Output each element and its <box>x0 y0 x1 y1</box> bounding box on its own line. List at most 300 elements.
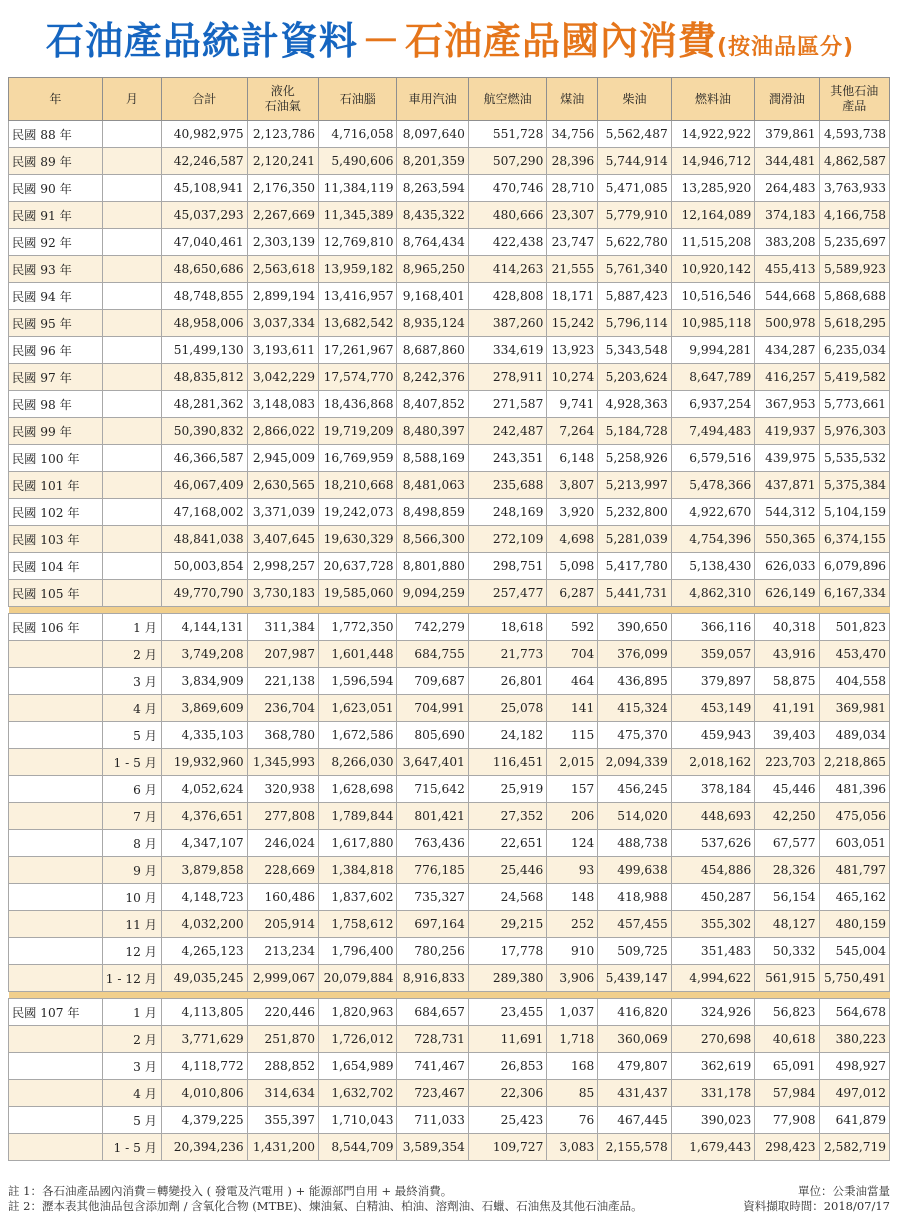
value-cell: 5,761,340 <box>598 256 671 283</box>
value-cell: 51,499,130 <box>161 337 247 364</box>
value-cell: 1,820,963 <box>318 999 397 1026</box>
year-cell <box>9 776 103 803</box>
value-cell: 3,083 <box>547 1134 598 1161</box>
value-cell: 723,467 <box>397 1080 468 1107</box>
value-cell: 5,868,688 <box>819 283 889 310</box>
month-cell <box>102 580 161 607</box>
value-cell: 288,852 <box>247 1053 318 1080</box>
value-cell: 4,347,107 <box>161 830 247 857</box>
value-cell: 379,897 <box>671 668 755 695</box>
value-cell: 805,690 <box>397 722 468 749</box>
value-cell: 1,796,400 <box>318 938 397 965</box>
value-cell: 2,123,786 <box>247 121 318 148</box>
value-cell: 564,678 <box>819 999 889 1026</box>
value-cell: 459,943 <box>671 722 755 749</box>
value-cell: 603,051 <box>819 830 889 857</box>
value-cell: 50,390,832 <box>161 418 247 445</box>
table-row <box>9 445 890 472</box>
year-cell <box>9 668 103 695</box>
table-row <box>9 1080 890 1107</box>
table-row <box>9 553 890 580</box>
value-cell: 11,345,389 <box>318 202 397 229</box>
table-row <box>9 1134 890 1161</box>
table-row <box>9 749 890 776</box>
value-cell: 422,438 <box>468 229 547 256</box>
month-cell <box>102 364 161 391</box>
value-cell: 4,376,651 <box>161 803 247 830</box>
month-cell <box>102 526 161 553</box>
value-cell: 271,587 <box>468 391 547 418</box>
value-cell: 3,879,858 <box>161 857 247 884</box>
value-cell: 545,004 <box>819 938 889 965</box>
value-cell: 450,287 <box>671 884 755 911</box>
table-row <box>9 776 890 803</box>
value-cell: 6,167,334 <box>819 580 889 607</box>
table-row <box>9 526 890 553</box>
value-cell: 8,407,852 <box>397 391 468 418</box>
value-cell: 22,306 <box>468 1080 547 1107</box>
value-cell: 8,481,063 <box>397 472 468 499</box>
value-cell: 48,841,038 <box>161 526 247 553</box>
value-cell: 419,937 <box>755 418 819 445</box>
value-cell: 8,647,789 <box>671 364 755 391</box>
value-cell: 4,113,805 <box>161 999 247 1026</box>
month-cell: 10 月 <box>102 884 161 911</box>
value-cell: 8,588,169 <box>397 445 468 472</box>
value-cell: 8,801,880 <box>397 553 468 580</box>
value-cell: 434,287 <box>755 337 819 364</box>
value-cell: 5,887,423 <box>598 283 671 310</box>
value-cell: 4,593,738 <box>819 121 889 148</box>
year-cell <box>9 803 103 830</box>
month-cell: 1 - 12 月 <box>102 965 161 992</box>
value-cell: 13,285,920 <box>671 175 755 202</box>
value-cell: 48,835,812 <box>161 364 247 391</box>
month-cell <box>102 310 161 337</box>
value-cell: 251,870 <box>247 1026 318 1053</box>
value-cell: 457,455 <box>598 911 671 938</box>
value-cell: 8,435,322 <box>397 202 468 229</box>
year-cell: 民國 91 年 <box>9 202 103 229</box>
year-cell <box>9 830 103 857</box>
year-cell <box>9 695 103 722</box>
year-cell <box>9 1107 103 1134</box>
value-cell: 11,691 <box>468 1026 547 1053</box>
value-cell: 28,396 <box>547 148 598 175</box>
value-cell: 8,201,359 <box>397 148 468 175</box>
value-cell: 19,242,073 <box>318 499 397 526</box>
title-main: 石油產品統計資料 <box>45 19 358 63</box>
value-cell: 50,003,854 <box>161 553 247 580</box>
value-cell: 278,911 <box>468 364 547 391</box>
year-cell: 民國 101 年 <box>9 472 103 499</box>
footnote-1: 註 1：各石油產品國內消費＝轉變投入 ( 發電及汽電用 ) + 能源部門自用 + 最終消費。 <box>8 1184 453 1198</box>
value-cell: 4,166,758 <box>819 202 889 229</box>
column-header: 合計 <box>161 78 247 121</box>
table-row <box>9 121 890 148</box>
year-107-section <box>9 999 890 1161</box>
value-cell: 25,919 <box>468 776 547 803</box>
value-cell: 380,223 <box>819 1026 889 1053</box>
value-cell: 641,879 <box>819 1107 889 1134</box>
value-cell: 5,796,114 <box>598 310 671 337</box>
value-cell: 801,421 <box>397 803 468 830</box>
value-cell: 5,441,731 <box>598 580 671 607</box>
value-cell: 298,423 <box>755 1134 819 1161</box>
table-row <box>9 148 890 175</box>
table-row <box>9 472 890 499</box>
value-cell: 5,490,606 <box>318 148 397 175</box>
value-cell: 324,926 <box>671 999 755 1026</box>
table-row <box>9 1107 890 1134</box>
value-cell: 334,619 <box>468 337 547 364</box>
value-cell: 507,290 <box>468 148 547 175</box>
value-cell: 479,807 <box>598 1053 671 1080</box>
month-cell: 5 月 <box>102 722 161 749</box>
value-cell: 26,853 <box>468 1053 547 1080</box>
value-cell: 448,693 <box>671 803 755 830</box>
month-cell: 7 月 <box>102 803 161 830</box>
month-cell: 9 月 <box>102 857 161 884</box>
value-cell: 40,318 <box>755 614 819 641</box>
value-cell: 500,978 <box>755 310 819 337</box>
value-cell: 242,487 <box>468 418 547 445</box>
value-cell: 43,916 <box>755 641 819 668</box>
value-cell: 5,417,780 <box>598 553 671 580</box>
value-cell: 23,307 <box>547 202 598 229</box>
value-cell: 455,413 <box>755 256 819 283</box>
value-cell: 1,345,993 <box>247 749 318 776</box>
value-cell: 428,808 <box>468 283 547 310</box>
table-row <box>9 884 890 911</box>
retrieval-date: 資料擷取時間：2018/07/17 <box>743 1199 890 1213</box>
table-row <box>9 857 890 884</box>
value-cell: 46,067,409 <box>161 472 247 499</box>
value-cell: 2,945,009 <box>247 445 318 472</box>
value-cell: 415,324 <box>598 695 671 722</box>
month-cell: 6 月 <box>102 776 161 803</box>
value-cell: 45,108,941 <box>161 175 247 202</box>
value-cell: 20,637,728 <box>318 553 397 580</box>
column-header: 年 <box>9 78 103 121</box>
value-cell: 3,037,334 <box>247 310 318 337</box>
value-cell: 331,178 <box>671 1080 755 1107</box>
value-cell: 5,773,661 <box>819 391 889 418</box>
value-cell: 5,184,728 <box>598 418 671 445</box>
value-cell: 148 <box>547 884 598 911</box>
value-cell: 77,908 <box>755 1107 819 1134</box>
value-cell: 8,097,640 <box>397 121 468 148</box>
value-cell: 383,208 <box>755 229 819 256</box>
value-cell: 2,155,578 <box>598 1134 671 1161</box>
value-cell: 742,279 <box>397 614 468 641</box>
value-cell: 509,725 <box>598 938 671 965</box>
value-cell: 235,688 <box>468 472 547 499</box>
value-cell: 4,144,131 <box>161 614 247 641</box>
value-cell: 9,168,401 <box>397 283 468 310</box>
value-cell: 537,626 <box>671 830 755 857</box>
value-cell: 14,922,922 <box>671 121 755 148</box>
value-cell: 439,975 <box>755 445 819 472</box>
table-row <box>9 310 890 337</box>
value-cell: 11,515,208 <box>671 229 755 256</box>
value-cell: 45,446 <box>755 776 819 803</box>
value-cell: 1,718 <box>547 1026 598 1053</box>
table-row <box>9 668 890 695</box>
value-cell: 3,042,229 <box>247 364 318 391</box>
value-cell: 8,498,859 <box>397 499 468 526</box>
value-cell: 2,267,669 <box>247 202 318 229</box>
year-cell <box>9 1053 103 1080</box>
value-cell: 289,380 <box>468 965 547 992</box>
value-cell: 27,352 <box>468 803 547 830</box>
column-header: 潤滑油 <box>755 78 819 121</box>
year-cell <box>9 722 103 749</box>
value-cell: 264,483 <box>755 175 819 202</box>
value-cell: 2,018,162 <box>671 749 755 776</box>
value-cell: 3,148,083 <box>247 391 318 418</box>
value-cell: 3,193,611 <box>247 337 318 364</box>
year-cell: 民國 106 年 <box>9 614 103 641</box>
value-cell: 5,622,780 <box>598 229 671 256</box>
value-cell: 157 <box>547 776 598 803</box>
year-cell <box>9 884 103 911</box>
value-cell: 369,981 <box>819 695 889 722</box>
value-cell: 270,698 <box>671 1026 755 1053</box>
year-cell: 民國 107 年 <box>9 999 103 1026</box>
value-cell: 2,998,257 <box>247 553 318 580</box>
value-cell: 5,203,624 <box>598 364 671 391</box>
value-cell: 6,148 <box>547 445 598 472</box>
value-cell: 42,246,587 <box>161 148 247 175</box>
data-table-container <box>8 77 890 1161</box>
value-cell: 109,727 <box>468 1134 547 1161</box>
section-divider <box>9 992 890 999</box>
value-cell: 780,256 <box>397 938 468 965</box>
month-cell: 1 月 <box>102 614 161 641</box>
value-cell: 1,837,602 <box>318 884 397 911</box>
year-cell: 民國 98 年 <box>9 391 103 418</box>
value-cell: 24,182 <box>468 722 547 749</box>
column-header: 燃料油 <box>671 78 755 121</box>
month-cell <box>102 202 161 229</box>
value-cell: 236,704 <box>247 695 318 722</box>
value-cell: 4,010,806 <box>161 1080 247 1107</box>
value-cell: 6,287 <box>547 580 598 607</box>
value-cell: 1,628,698 <box>318 776 397 803</box>
table-row <box>9 364 890 391</box>
month-cell: 1 月 <box>102 999 161 1026</box>
footnote-2: 註 2：瀝本表其他油品包含添加劑 / 含氧化合物 (MTBE)、煉油氣、白精油、柏油、溶劑油、石蠟、石油焦及其他石油產品。 <box>8 1199 643 1213</box>
year-cell: 民國 89 年 <box>9 148 103 175</box>
table-row <box>9 283 890 310</box>
value-cell: 1,726,012 <box>318 1026 397 1053</box>
month-cell <box>102 499 161 526</box>
value-cell: 378,184 <box>671 776 755 803</box>
month-cell <box>102 229 161 256</box>
value-cell: 93 <box>547 857 598 884</box>
month-cell: 11 月 <box>102 911 161 938</box>
year-cell: 民國 97 年 <box>9 364 103 391</box>
value-cell: 8,687,860 <box>397 337 468 364</box>
value-cell: 13,682,542 <box>318 310 397 337</box>
value-cell: 9,094,259 <box>397 580 468 607</box>
value-cell: 4,862,587 <box>819 148 889 175</box>
value-cell: 5,562,487 <box>598 121 671 148</box>
title-dash: － <box>361 19 401 63</box>
table-row <box>9 499 890 526</box>
value-cell: 8,965,250 <box>397 256 468 283</box>
value-cell: 8,916,833 <box>397 965 468 992</box>
value-cell: 470,746 <box>468 175 547 202</box>
value-cell: 5,589,923 <box>819 256 889 283</box>
value-cell: 25,078 <box>468 695 547 722</box>
value-cell: 13,923 <box>547 337 598 364</box>
value-cell: 26,801 <box>468 668 547 695</box>
value-cell: 19,585,060 <box>318 580 397 607</box>
value-cell: 10,516,546 <box>671 283 755 310</box>
value-cell: 464 <box>547 668 598 695</box>
year-cell: 民國 103 年 <box>9 526 103 553</box>
value-cell: 207,987 <box>247 641 318 668</box>
year-cell: 民國 92 年 <box>9 229 103 256</box>
value-cell: 436,895 <box>598 668 671 695</box>
value-cell: 1,037 <box>547 999 598 1026</box>
value-cell: 228,669 <box>247 857 318 884</box>
value-cell: 480,159 <box>819 911 889 938</box>
value-cell: 715,642 <box>397 776 468 803</box>
year-cell: 民國 96 年 <box>9 337 103 364</box>
column-header: 液化 石油氣 <box>247 78 318 121</box>
value-cell: 704,991 <box>397 695 468 722</box>
value-cell: 48,748,855 <box>161 283 247 310</box>
value-cell: 42,250 <box>755 803 819 830</box>
value-cell: 776,185 <box>397 857 468 884</box>
value-cell: 514,020 <box>598 803 671 830</box>
value-cell: 8,480,397 <box>397 418 468 445</box>
value-cell: 379,861 <box>755 121 819 148</box>
value-cell: 57,984 <box>755 1080 819 1107</box>
value-cell: 2,582,719 <box>819 1134 889 1161</box>
value-cell: 763,436 <box>397 830 468 857</box>
year-cell <box>9 749 103 776</box>
value-cell: 5,419,582 <box>819 364 889 391</box>
value-cell: 2,094,339 <box>598 749 671 776</box>
value-cell: 314,634 <box>247 1080 318 1107</box>
value-cell: 29,215 <box>468 911 547 938</box>
value-cell: 50,332 <box>755 938 819 965</box>
value-cell: 223,703 <box>755 749 819 776</box>
value-cell: 252 <box>547 911 598 938</box>
value-cell: 14,946,712 <box>671 148 755 175</box>
table-row <box>9 614 890 641</box>
value-cell: 6,235,034 <box>819 337 889 364</box>
value-cell: 467,445 <box>598 1107 671 1134</box>
value-cell: 2,303,139 <box>247 229 318 256</box>
month-cell <box>102 283 161 310</box>
value-cell: 5,232,800 <box>598 499 671 526</box>
value-cell: 366,116 <box>671 614 755 641</box>
value-cell: 2,120,241 <box>247 148 318 175</box>
year-cell <box>9 1134 103 1161</box>
value-cell: 3,589,354 <box>397 1134 468 1161</box>
table-row <box>9 830 890 857</box>
value-cell: 497,012 <box>819 1080 889 1107</box>
year-cell: 民國 104 年 <box>9 553 103 580</box>
value-cell: 741,467 <box>397 1053 468 1080</box>
annual-section <box>9 121 890 614</box>
section-divider-bar <box>9 607 890 614</box>
value-cell: 351,483 <box>671 938 755 965</box>
column-header: 柴油 <box>598 78 671 121</box>
title-sub: 石油產品國內消費 <box>404 19 717 63</box>
table-row <box>9 256 890 283</box>
value-cell: 5,439,147 <box>598 965 671 992</box>
year-cell: 民國 100 年 <box>9 445 103 472</box>
month-cell: 12 月 <box>102 938 161 965</box>
value-cell: 58,875 <box>755 668 819 695</box>
value-cell: 34,756 <box>547 121 598 148</box>
value-cell: 18,618 <box>468 614 547 641</box>
value-cell: 2,563,618 <box>247 256 318 283</box>
value-cell: 2,999,067 <box>247 965 318 992</box>
value-cell: 418,988 <box>598 884 671 911</box>
year-cell <box>9 1080 103 1107</box>
value-cell: 277,808 <box>247 803 318 830</box>
value-cell: 453,470 <box>819 641 889 668</box>
value-cell: 213,234 <box>247 938 318 965</box>
value-cell: 85 <box>547 1080 598 1107</box>
value-cell: 684,755 <box>397 641 468 668</box>
value-cell: 550,365 <box>755 526 819 553</box>
value-cell: 4,052,624 <box>161 776 247 803</box>
value-cell: 711,033 <box>397 1107 468 1134</box>
table-row <box>9 722 890 749</box>
value-cell: 5,779,910 <box>598 202 671 229</box>
table-row <box>9 418 890 445</box>
value-cell: 499,638 <box>598 857 671 884</box>
value-cell: 544,668 <box>755 283 819 310</box>
value-cell: 3,407,645 <box>247 526 318 553</box>
month-cell <box>102 391 161 418</box>
value-cell: 544,312 <box>755 499 819 526</box>
value-cell: 3,834,909 <box>161 668 247 695</box>
value-cell: 17,574,770 <box>318 364 397 391</box>
year-106-section <box>9 614 890 999</box>
value-cell: 28,710 <box>547 175 598 202</box>
value-cell: 4,265,123 <box>161 938 247 965</box>
table-row <box>9 695 890 722</box>
value-cell: 19,630,329 <box>318 526 397 553</box>
value-cell: 9,994,281 <box>671 337 755 364</box>
value-cell: 46,366,587 <box>161 445 247 472</box>
value-cell: 4,716,058 <box>318 121 397 148</box>
value-cell: 3,920 <box>547 499 598 526</box>
value-cell: 67,577 <box>755 830 819 857</box>
value-cell: 24,568 <box>468 884 547 911</box>
value-cell: 1,431,200 <box>247 1134 318 1161</box>
value-cell: 221,138 <box>247 668 318 695</box>
column-header: 月 <box>102 78 161 121</box>
value-cell: 19,932,960 <box>161 749 247 776</box>
value-cell: 355,397 <box>247 1107 318 1134</box>
table-row <box>9 1026 890 1053</box>
value-cell: 1,758,612 <box>318 911 397 938</box>
value-cell: 4,754,396 <box>671 526 755 553</box>
value-cell: 4,379,225 <box>161 1107 247 1134</box>
value-cell: 454,886 <box>671 857 755 884</box>
value-cell: 561,915 <box>755 965 819 992</box>
